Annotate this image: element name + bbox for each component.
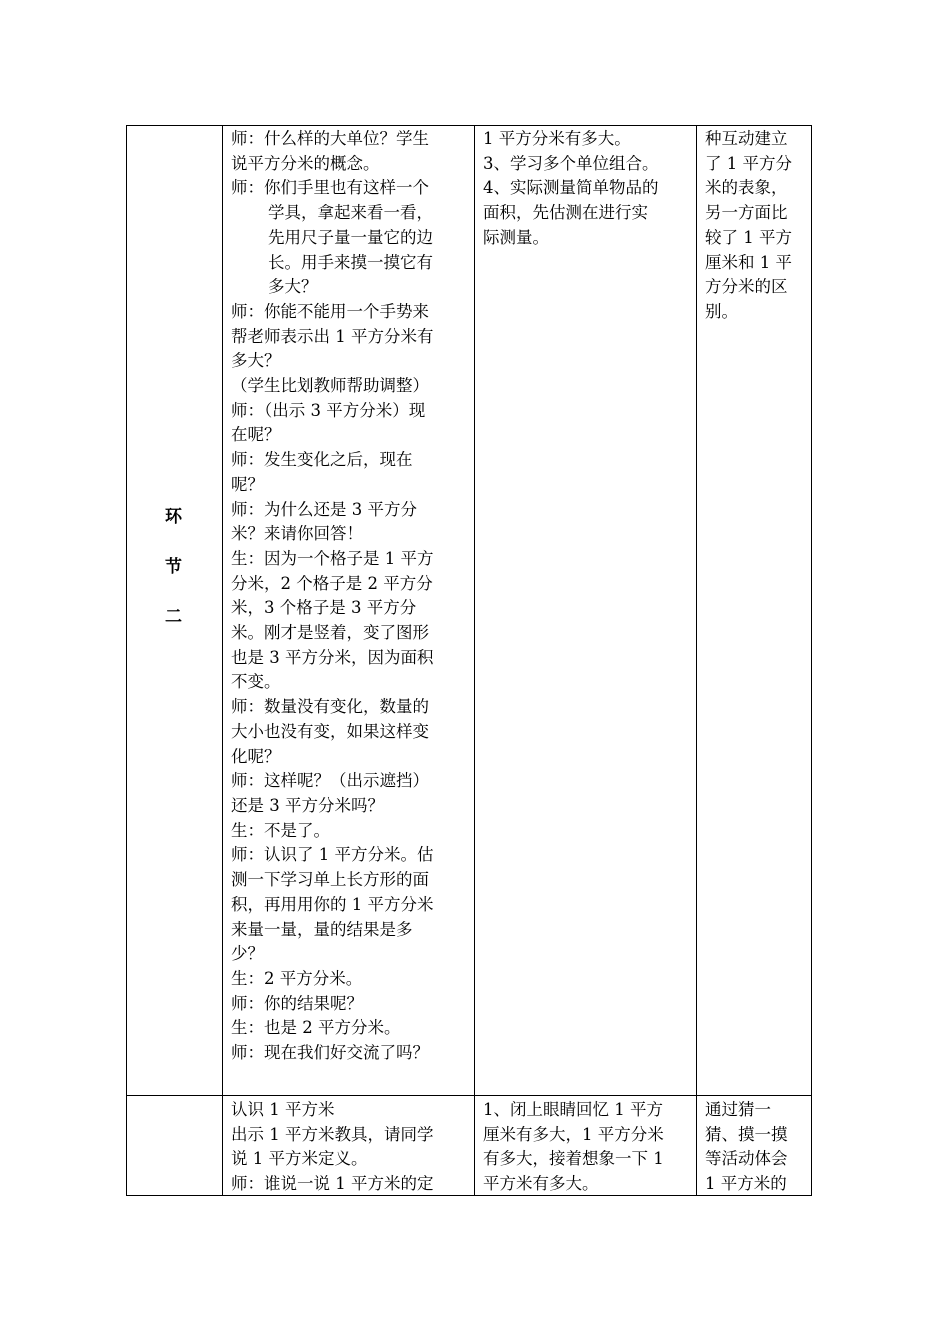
text-line: 出示 1 平方米教具，请同学 — [231, 1124, 434, 1144]
text-line: 来量一量，量的结果是多 — [231, 919, 413, 939]
text-line: 认识 1 平方米 — [231, 1100, 335, 1119]
text-line: 不变。 — [231, 672, 281, 692]
design-intent-cell — [705, 1098, 809, 1197]
text-line: 长。用手来摸一摸它有 — [268, 252, 433, 272]
column-divider-1 — [222, 125, 223, 1196]
text-line: 师：你们手里也有这样一个 — [231, 178, 429, 198]
text-line: 厘米有多大，1 平方分米 — [483, 1124, 664, 1144]
text-line: 有多大，接着想象一下 1 — [483, 1149, 664, 1169]
text-line: 也是 3 平方分米，因为面积 — [231, 647, 434, 667]
text-line: 师：谁说一说 1 平方米的定 — [231, 1174, 434, 1194]
text-line: （学生比划教师帮助调整） — [231, 376, 429, 396]
text-line: 3、学习多个单位组合。 — [483, 153, 659, 173]
text-line: 米。刚才是竖着，变了图形 — [231, 623, 429, 643]
text-line: 测一下学习单上长方形的面 — [231, 870, 429, 890]
text-line: 多大？ — [268, 277, 318, 297]
text-line: 师：为什么还是 3 平方分 — [231, 499, 417, 519]
text-line: 另一方面比 — [705, 203, 788, 223]
section-label-char: 节 — [165, 557, 182, 577]
text-line: 4、实际测量简单物品的 — [483, 178, 659, 198]
text-line: 积，再用用你的 1 平方分米 — [231, 894, 434, 914]
text-line: 师：你的结果呢？ — [231, 993, 363, 1013]
section-label-char: 二 — [165, 607, 182, 627]
text-line: 平方米有多大。 — [483, 1174, 599, 1194]
text-line: 呢？ — [231, 474, 264, 494]
text-line: 等活动体会 — [705, 1149, 788, 1169]
row-divider — [126, 1095, 812, 1096]
text-line: 别。 — [705, 301, 738, 321]
text-line: 米？来请你回答！ — [231, 524, 363, 544]
text-line: 厘米和 1 平 — [705, 252, 792, 272]
design-intent-cell — [705, 127, 809, 325]
table-right-border — [811, 125, 812, 1196]
text-line: 大小也没有变，如果这样变 — [231, 721, 429, 741]
text-line: 师：你能不能用一个手势来 — [231, 301, 429, 321]
column-divider-2 — [474, 125, 475, 1196]
text-line: 师：这样呢？（出示遮挡） — [231, 771, 429, 791]
text-line: 多大？ — [231, 351, 281, 371]
table-left-border — [126, 125, 127, 1196]
column-divider-3 — [696, 125, 697, 1196]
table-top-border — [126, 125, 812, 126]
text-line: 通过猜一 — [705, 1100, 771, 1119]
text-line: 际测量。 — [483, 227, 549, 247]
student-activity-cell — [483, 1098, 693, 1197]
text-line: 学具，拿起来看一看， — [268, 203, 433, 223]
text-line: 1、闭上眼睛回忆 1 平方 — [483, 1100, 663, 1119]
section-label-char: 环 — [165, 507, 182, 527]
text-line: 生：因为一个格子是 1 平方 — [231, 548, 434, 568]
text-line: 种互动建立 — [705, 129, 788, 148]
text-line: 少？ — [231, 944, 264, 964]
text-line: 面积，先估测在进行实 — [483, 203, 648, 223]
text-line: 帮老师表示出 1 平方分米有 — [231, 326, 434, 346]
text-line: 生：也是 2 平方分米。 — [231, 1018, 401, 1038]
text-line: 化呢？ — [231, 746, 281, 766]
text-line: 说平方分米的概念。 — [231, 153, 380, 173]
text-line: 了 1 平方分 — [705, 153, 792, 173]
text-line: 1 平方米的 — [705, 1174, 787, 1194]
teaching-process-cell — [231, 1098, 471, 1197]
text-line: 方分米的区 — [705, 277, 788, 297]
text-line: 师：（出示 3 平方分米）现 — [231, 400, 426, 420]
text-line: 师：什么样的大单位？学生 — [231, 129, 429, 148]
text-line: 猜、摸一摸 — [705, 1124, 788, 1144]
student-activity-cell — [483, 127, 693, 251]
text-line: 生：不是了。 — [231, 820, 330, 840]
text-line: 米，3 个格子是 3 平方分 — [231, 598, 417, 618]
text-line: 师：现在我们好交流了吗？ — [231, 1043, 429, 1063]
text-line: 1 平方分米有多大。 — [483, 129, 631, 148]
text-line: 师：数量没有变化，数量的 — [231, 697, 429, 717]
text-line: 生：2 平方分米。 — [231, 968, 363, 988]
text-line: 在呢？ — [231, 425, 281, 445]
text-line: 先用尺子量一量它的边 — [268, 227, 433, 247]
text-line: 说 1 平方米定义。 — [231, 1149, 368, 1169]
text-line: 较了 1 平方 — [705, 227, 792, 247]
text-line: 师：认识了 1 平方分米。估 — [231, 845, 434, 865]
teaching-process-cell — [231, 127, 471, 1066]
text-line: 米的表象， — [705, 178, 788, 198]
text-line: 分米，2 个格子是 2 平方分 — [231, 573, 433, 593]
text-line: 师：发生变化之后，现在 — [231, 450, 413, 470]
text-line: 还是 3 平方分米吗？ — [231, 795, 384, 815]
